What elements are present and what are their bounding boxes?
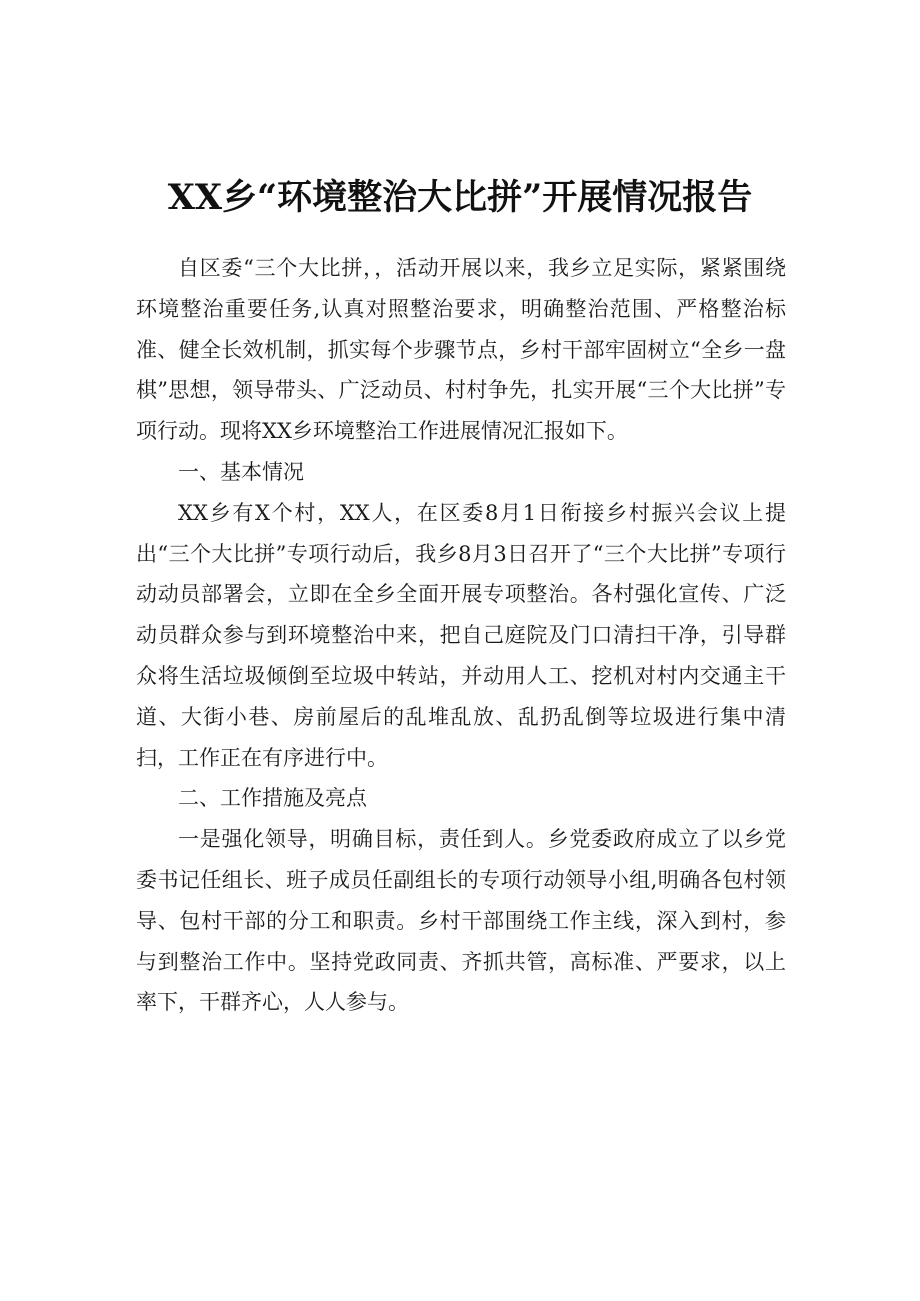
paragraph-intro: 自区委“三个大比拼，，活动开展以来，我乡立足实际，紧紧围绕环境整治重要任务,认真对照整治要求，明确整治范围、严格整治标准、健全长效机制，抓实每个步骤节点，乡村干部牢固树立“全乡一盘棋”思想，领导带头、广泛动员、村村争先，扎实开展“三个大比拼”专项行动。现将XX乡环境整治工作进展情况汇报如下。 <box>136 256 786 444</box>
document-body <box>136 248 786 1023</box>
section-heading-basic-situation: 一、基本情况 <box>178 459 304 484</box>
section-heading-measures: 二、工作措施及亮点 <box>178 786 367 811</box>
document-title: XX乡“环境整治大比拼”开展情况报告 <box>167 177 753 218</box>
paragraph-basic-situation: XX乡有X个村，XX人，在区委8月1日衔接乡村振兴会议上提出“三个大比拼”专项行动后，我乡8月3日召开了“三个大比拼”专项行动动员部署会，立即在全乡全面开展专项整治。各村强化宣传、广泛动员群众参与到环境整治中来，把自己庭院及门口清扫干净，引导群众将生活垃圾倾倒至垃圾中转站，并动用人工、挖机对村内交通主干道、大街小巷、房前屋后的乱堆乱放、乱扔乱倒等垃圾进行集中清扫，工作正在有序进行中。 <box>136 500 786 770</box>
paragraph-measure-one: 一是强化领导，明确目标，责任到人。乡党委政府成立了以乡党委书记任组长、班子成员任副组长的专项行动领导小组,明确各包村领导、包村干部的分工和职责。乡村干部围绕工作主线，深入到村，参与到整治工作中。坚持党政同责、齐抓共管，高标准、严要求，以上率下，干群齐心，人人参与。 <box>136 827 786 1015</box>
